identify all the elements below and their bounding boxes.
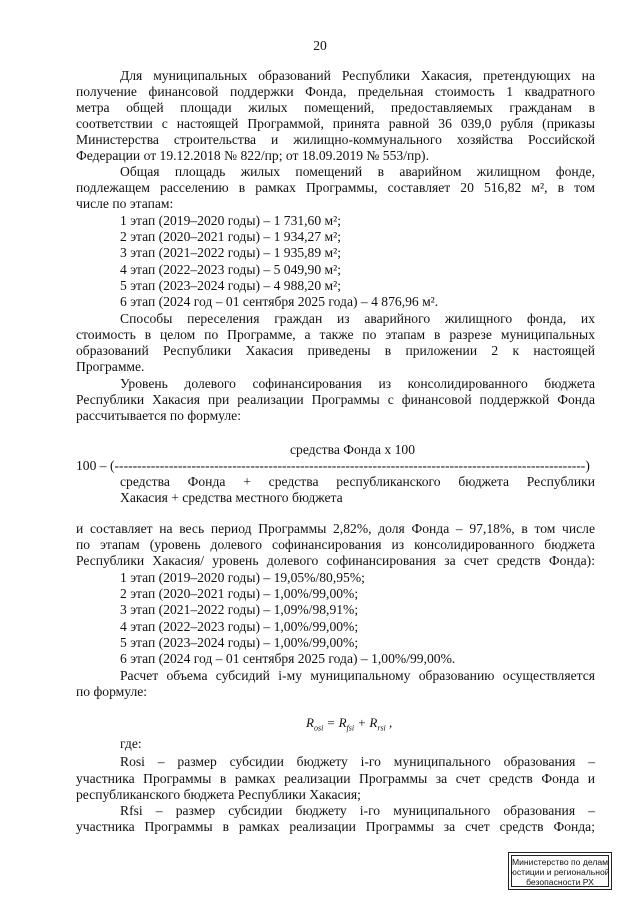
text-line-r2: 2 этап (2020–2021 годы) – 1,00%/99,00%; (120, 586, 359, 601)
page-number: 20 (313, 38, 327, 53)
text-line-p8-l2: участника Программы в рамках реализации Программы за счет средств Фонда; (76, 819, 595, 834)
text-line-gde: где: (120, 736, 142, 751)
text-line-p2-l3: числе по этапам: (76, 196, 174, 211)
text-line-p1-l2: получение финансовой поддержки Фонда, предельная стоимость 1 квадратного (76, 84, 595, 99)
text-line-p3-l4: Программе. (76, 359, 145, 374)
text-line-p2-l2: подлежащем расселению в рамках Программы, составляет 20 516,82 м², в том (76, 180, 595, 195)
text-line-p3-l2: стоимость в целом по Программе, а также по этапам в разрезе муниципальных (76, 327, 595, 342)
text-line-p1-l6: Федерации от 19.12.2018 № 822/пр; от 18.09.2019 № 553/пр). (76, 148, 429, 163)
text-line-p3-l3: образований Республики Хакасия приведены в приложении 2 к настоящей (76, 343, 595, 358)
text-line-f-d2: Хакасия + средства местного бюджета (120, 490, 343, 505)
text-line-p5-l2: по этапам (уровень долевого софинансирования из консолидированного бюджета (76, 537, 595, 552)
formula-prefix: 100 – ( (76, 458, 115, 473)
text-line-p4-l2: Республики Хакасия при реализации Программы с финансовой поддержкой Фонда (76, 392, 595, 407)
text-line-r3: 3 этап (2021–2022 годы) – 1,09%/98,91%; (120, 602, 359, 617)
text-line-f-d1: средства Фонда + средства республиканского бюджета Республики (120, 474, 595, 489)
text-line-p2-l1: Общая площадь жилых помещений в аварийном жилищном фонде, (120, 164, 595, 179)
stamp-line-1: Министерство по делам (511, 857, 609, 867)
text-line-p5-l3: Республики Хакасия/ уровень долевого софинансирования за счет средств Фонда): (76, 553, 595, 568)
subsidy-formula (306, 715, 392, 733)
text-line-r1: 1 этап (2019–2020 годы) – 19,05%/80,95%; (120, 570, 365, 585)
formula-term-2-sub: rsi (377, 723, 386, 733)
formula-eq: = (323, 715, 339, 730)
text-line-p4-l3: рассчитывается по формуле: (76, 408, 241, 423)
formula-plus: + (354, 715, 370, 730)
text-line-s3: 3 этап (2021–2022 годы) – 1 935,89 м²; (120, 245, 342, 260)
text-line-r5: 5 этап (2023–2024 годы) – 1,00%/99,00%; (120, 635, 359, 650)
text-line-p8-l1: Rfsi – размер субсидии бюджету i-го муниципального образования – (120, 803, 595, 818)
text-line-p7-l2: участника Программы в рамках реализации Программы за счет средств Фонда и (76, 771, 595, 786)
text-line-p7-l3: республиканского бюджета Республики Хакасия; (76, 787, 361, 802)
formula-lhs: R (306, 715, 314, 730)
text-line-p6-l1: Расчет объема субсидий i-му муниципальному образованию осуществляется (120, 668, 595, 683)
formula-tail: , (385, 715, 393, 730)
text-line-p1-l4: соответствии с настоящей Программой, принята равной 36 039,0 рубля (приказы (76, 116, 595, 131)
formula-term-1: R (338, 715, 347, 730)
formula-term-2: R (369, 715, 378, 730)
stamp-line-3: безопасности РХ (526, 877, 594, 887)
text-line-p1-l5: Министерства строительства и жилищно-коммунального хозяйства Российской (76, 132, 595, 147)
formula-suffix: ) (585, 458, 590, 473)
text-line-p7-l1: Rоsi – размер субсидии бюджету i-го муниципального образования – (120, 754, 595, 769)
ministry-stamp (508, 852, 612, 890)
text-line-p3-l1: Способы переселения граждан из аварийного жилищного фонда, их (120, 311, 595, 326)
formula-fraction-line (76, 458, 596, 474)
text-line-p6-l2: по формуле: (76, 684, 148, 699)
text-line-p5-l1: и составляет на весь период Программы 2,82%, доля Фонда – 97,18%, в том числе (76, 521, 595, 536)
formula-term-1-sub: fsi (346, 723, 355, 733)
formula-lhs-sub: оsi (313, 723, 324, 733)
text-line-p4-l1: Уровень долевого софинансирования из консолидированного бюджета (120, 376, 595, 391)
text-line-r6: 6 этап (2024 год – 01 сентября 2025 года) – 1,00%/99,00%. (120, 651, 456, 666)
text-line-r4: 4 этап (2022–2023 годы) – 1,00%/99,00%; (120, 619, 359, 634)
text-line-p1-l1: Для муниципальных образований Республики Хакасия, претендующих на (120, 68, 595, 83)
formula-numerator: средства Фонда х 100 (290, 442, 415, 457)
text-line-s1: 1 этап (2019–2020 годы) – 1 731,60 м²; (120, 213, 342, 228)
text-line-s2: 2 этап (2020–2021 годы) – 1 934,27 м²; (120, 229, 342, 244)
text-line-s5: 5 этап (2023–2024 годы) – 4 988,20 м²; (120, 278, 342, 293)
text-line-s4: 4 этап (2022–2023 годы) – 5 049,90 м²; (120, 262, 342, 277)
formula-dash-rule: -------------------------------------------------------------------------------------------------------- (114, 458, 586, 473)
text-line-s6: 6 этап (2024 год – 01 сентября 2025 года) – 4 876,96 м². (120, 294, 439, 309)
text-line-p1-l3: метра общей площади жилых помещений, предоставляемых гражданам в (76, 100, 595, 115)
stamp-line-2: юстиции и региональной (510, 867, 610, 877)
